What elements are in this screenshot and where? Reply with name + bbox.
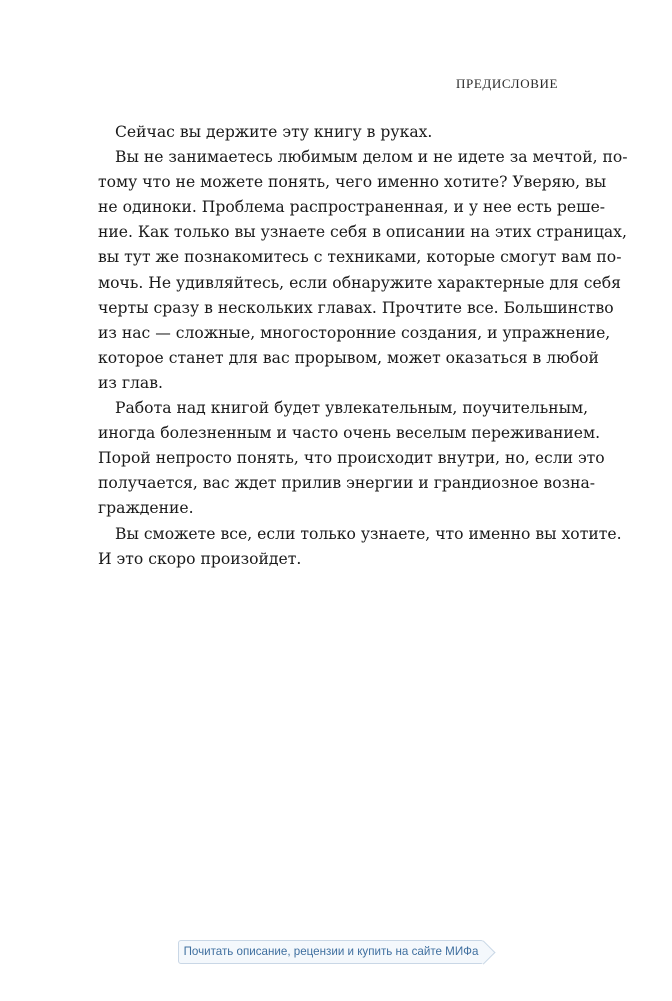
- buy-on-mif-link[interactable]: [178, 940, 484, 964]
- text-line: Вы сможете все, если только узнаете, что именно вы хотите.: [115, 524, 622, 543]
- text-line: ние. Как только вы узнаете себя в описании на этих страницах,: [98, 223, 627, 242]
- text-line: Работа над книгой будет увлекательным, поучительным,: [115, 399, 589, 418]
- text-line: мочь. Не удивляйтесь, если обнаружите характерные для себя: [98, 273, 621, 292]
- text-line: граждение.: [98, 499, 194, 518]
- body-text: [98, 120, 628, 572]
- text-line: не одиноки. Проблема распространенная, и у нее есть реше-: [98, 198, 606, 217]
- text-line: иногда болезненным и часто очень веселым переживанием.: [98, 424, 601, 443]
- text-line: тому что не можете понять, чего именно хотите? Уверяю, вы: [98, 173, 607, 192]
- text-line: вы тут же познакомитесь с техниками, которые смогут вам по-: [98, 248, 622, 267]
- text-line: И это скоро произойдет.: [98, 549, 302, 568]
- buy-on-mif-link-label: Почитать описание, рецензии и купить на сайте МИФа: [183, 945, 479, 958]
- text-line: получается, вас ждет прилив энергии и грандиозное возна-: [98, 474, 596, 493]
- running-head-title: ПРЕДИСЛОВИЕ: [456, 76, 558, 91]
- text-line: из нас — сложные, многосторонние создания, и упражнение,: [98, 323, 611, 342]
- text-line: Порой непросто понять, что происходит внутри, но, если это: [98, 449, 605, 468]
- text-line: которое станет для вас прорывом, может оказаться в любой: [98, 348, 599, 367]
- text-line: Сейчас вы держите эту книгу в руках.: [115, 123, 433, 141]
- text-line: Вы не занимаетесь любимым делом и не идете за мечтой, по-: [115, 148, 628, 167]
- text-line: черты сразу в нескольких главах. Прочтите все. Большинство: [98, 298, 614, 317]
- text-line: из глав.: [98, 373, 163, 392]
